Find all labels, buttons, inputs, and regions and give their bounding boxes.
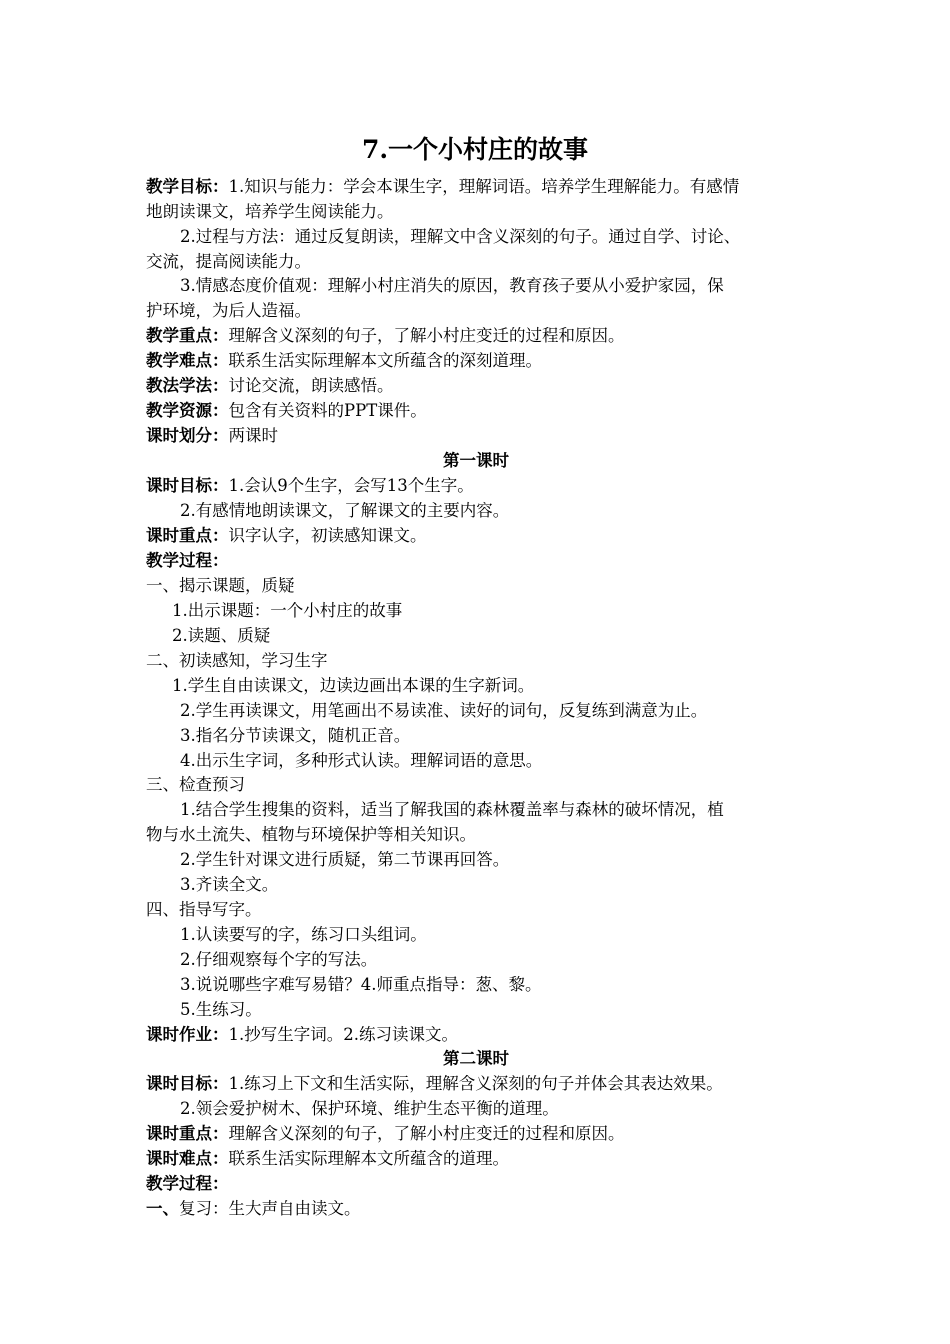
methods-label: 教法学法：	[146, 376, 229, 395]
methods-text: 讨论交流，朗读感悟。	[228, 376, 394, 395]
lesson-2-goal-label: 课时目标：	[146, 1074, 229, 1093]
periods-label: 课时划分：	[146, 426, 229, 445]
lesson-1-goal-2: 2.有感情地朗读课文，了解课文的主要内容。	[180, 501, 510, 520]
lesson-1-step-3-2: 2.学生针对课文进行质疑，第二节课再回答。	[180, 850, 510, 869]
objectives-label: 教学目标：	[146, 177, 229, 196]
lesson-1-process-label: 教学过程：	[146, 551, 229, 570]
lesson-1-focus-line	[146, 524, 826, 548]
lesson-1-goal-1: 1.会认9个生字，会写13个生字。	[228, 476, 474, 495]
lesson-1-step-4: 四、指导写字。	[146, 900, 262, 919]
lesson-1-step-2-4: 4.出示生字词，多种形式认读。理解词语的意思。	[180, 751, 543, 770]
document-title: 7.一个小村庄的故事	[361, 135, 589, 164]
resources-label: 教学资源：	[146, 401, 229, 420]
difficulties-text: 联系生活实际理解本文所蕴含的深刻道理。	[228, 351, 542, 370]
lesson-1-step-2: 二、初读感知，学习生字	[146, 651, 328, 670]
resources-text: 包含有关资料的PPT课件。	[228, 401, 427, 420]
lesson-1-homework-label: 课时作业：	[146, 1025, 229, 1044]
lesson-2-step-1-text: 复习：生大声自由读文。	[179, 1199, 361, 1218]
objective-2-continued: 交流，提高阅读能力。	[146, 252, 311, 271]
lesson-1-step-4-1: 1.认读要写的字，练习口头组词。	[180, 925, 427, 944]
lesson-1-step-3: 三、检查预习	[146, 775, 245, 794]
lesson-1-goal-line	[146, 474, 826, 498]
lesson-2-heading: 第二课时	[443, 1049, 509, 1068]
lesson-1-step-3-1-continued: 物与水土流失、植物与环境保护等相关知识。	[146, 825, 476, 844]
difficulties-label: 教学难点：	[146, 351, 229, 370]
lesson-1-step-4-5: 5.生练习。	[180, 1000, 262, 1019]
lesson-1-focus-label: 课时重点：	[146, 526, 229, 545]
key-points-label: 教学重点：	[146, 326, 229, 345]
periods-line	[146, 424, 826, 448]
lesson-2-goal-2: 2.领会爱护树木、保护环境、维护生态平衡的道理。	[180, 1099, 559, 1118]
objectives-line	[146, 175, 826, 199]
key-points-text: 理解含义深刻的句子，了解小村庄变迁的过程和原因。	[228, 326, 625, 345]
lesson-2-difficulty-text: 联系生活实际理解本文所蕴含的道理。	[228, 1149, 509, 1168]
lesson-2-focus-label: 课时重点：	[146, 1124, 229, 1143]
objective-1-text: 1.知识与能力：学会本课生字，理解词语。培养学生理解能力。有感情	[228, 177, 740, 196]
lesson-1-step-4-2: 2.仔细观察每个字的写法。	[180, 950, 378, 969]
lesson-1-focus-text: 识字认字，初读感知课文。	[228, 526, 427, 545]
objective-1-continued: 地朗读课文，培养学生阅读能力。	[146, 202, 394, 221]
lesson-2-goal-line	[146, 1072, 826, 1096]
lesson-1-homework-line	[146, 1023, 826, 1047]
lesson-1-step-2-1: 1.学生自由读课文，边读边画出本课的生字新词。	[172, 676, 535, 695]
lesson-2-step-1	[146, 1197, 826, 1221]
lesson-2-difficulty-line	[146, 1147, 826, 1171]
objective-3: 3.情感态度价值观：理解小村庄消失的原因，教育孩子要从小爱护家园，保	[180, 276, 724, 295]
objective-3-continued: 护环境，为后人造福。	[146, 301, 311, 320]
lesson-1-step-1-2: 2.读题、质疑	[172, 626, 271, 645]
lesson-2-step-1-number: 一、	[146, 1199, 179, 1218]
difficulties-line	[146, 349, 826, 373]
lesson-2-focus-line	[146, 1122, 826, 1146]
objective-2: 2.过程与方法：通过反复朗读，理解文中含义深刻的句子。通过自学、讨论、	[180, 227, 741, 246]
lesson-1-step-4-3: 3.说说哪些字难写易错？4.师重点指导：葱、黎。	[180, 975, 542, 994]
lesson-1-goal-label: 课时目标：	[146, 476, 229, 495]
periods-text: 两课时	[228, 426, 278, 445]
lesson-1-step-2-3: 3.指名分节读课文，随机正音。	[180, 726, 411, 745]
lesson-1-step-1-1: 1.出示课题：一个小村庄的故事	[172, 601, 403, 620]
lesson-1-step-3-1: 1.结合学生搜集的资料，适当了解我国的森林覆盖率与森林的破坏情况，植	[180, 800, 724, 819]
lesson-1-homework-text: 1.抄写生字词。2.练习读课文。	[228, 1025, 458, 1044]
key-points-line	[146, 324, 826, 348]
lesson-1-step-1: 一、揭示课题，质疑	[146, 576, 295, 595]
lesson-1-step-3-3: 3.齐读全文。	[180, 875, 279, 894]
lesson-1-heading: 第一课时	[443, 451, 509, 470]
methods-line	[146, 374, 826, 398]
lesson-2-process-label: 教学过程：	[146, 1174, 229, 1193]
lesson-2-difficulty-label: 课时难点：	[146, 1149, 229, 1168]
lesson-2-goal-1: 1.练习上下文和生活实际，理解含义深刻的句子并体会其表达效果。	[228, 1074, 723, 1093]
resources-line	[146, 399, 826, 423]
lesson-2-focus-text: 理解含义深刻的句子，了解小村庄变迁的过程和原因。	[228, 1124, 625, 1143]
lesson-1-step-2-2: 2.学生再读课文，用笔画出不易读准、读好的词句，反复练到满意为止。	[180, 701, 708, 720]
